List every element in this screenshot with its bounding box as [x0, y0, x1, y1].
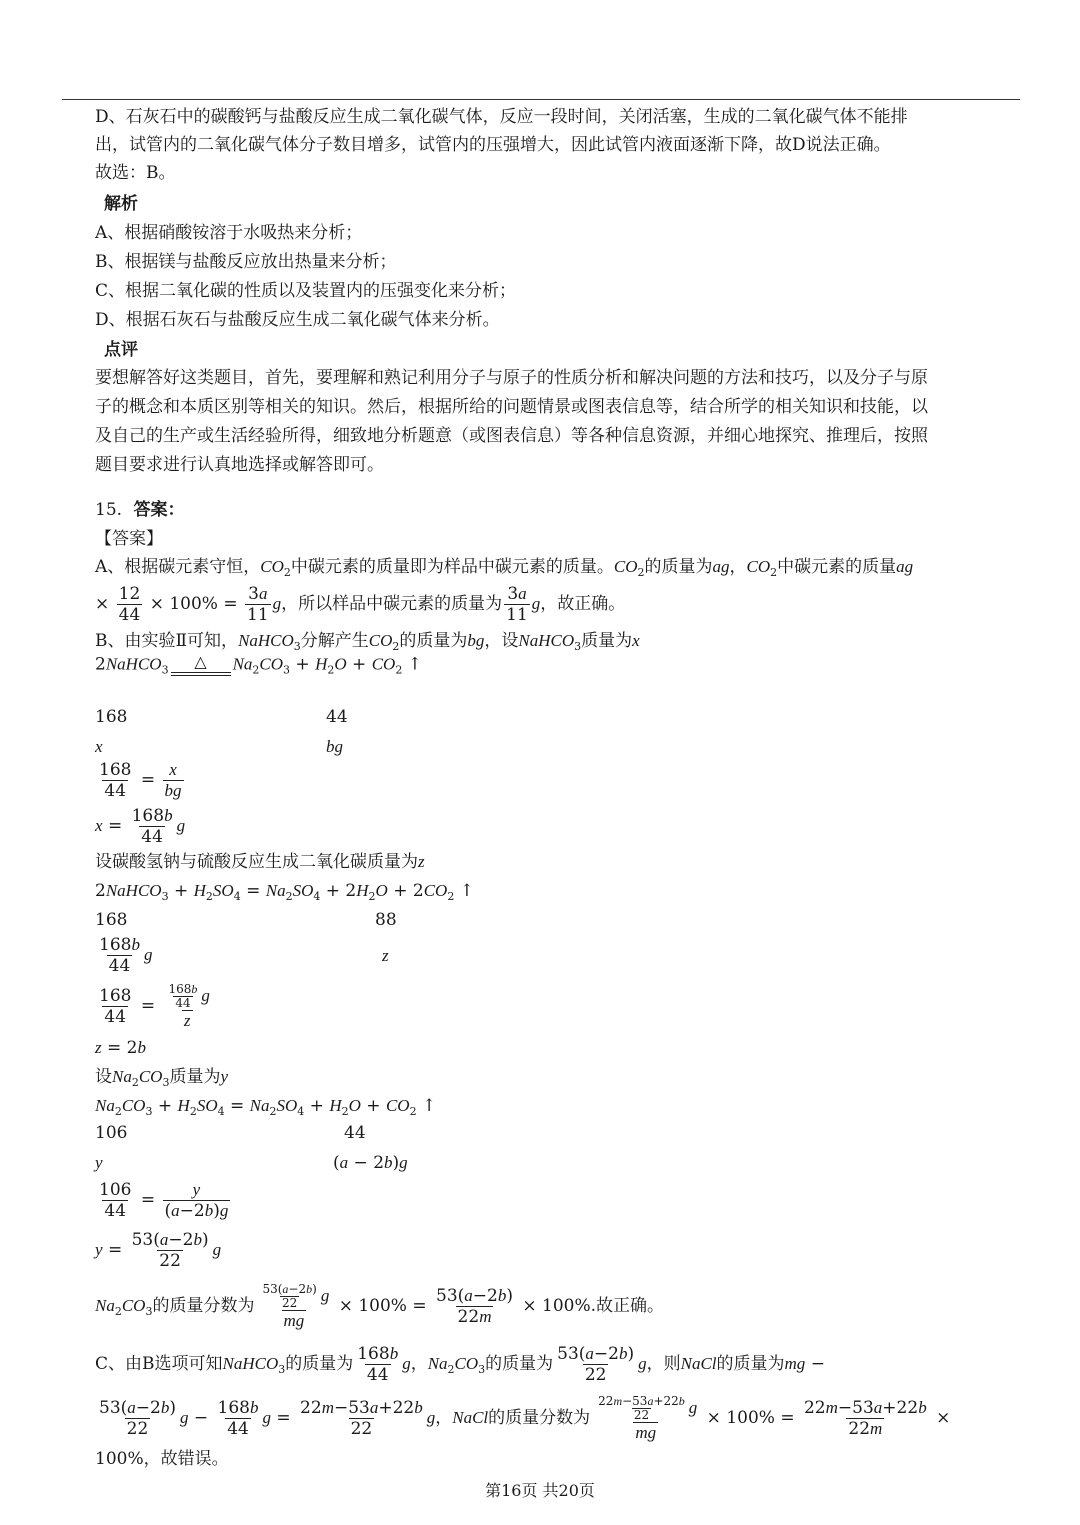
- proportion-2: $\frac{168}{44}$ = $\frac{168b}{44}$ g z: [99, 981, 210, 1030]
- unknown-x: x: [95, 737, 103, 756]
- header-rule: [62, 99, 1020, 100]
- equation-nahco3-h2so4: 2NaHCO$_3$ + $H_2SO_4 = Na_2SO_4 + 2H_2O + 2CO_2$ ↑: [95, 881, 474, 903]
- comment-line: 子的概念和本质区别等相关的知识。然后，根据所给的问题情景或图表信息等，结合所学的相关知识和技能，以: [95, 397, 928, 417]
- analysis-heading: 解析: [104, 194, 138, 214]
- page-footer: 第16页 共20页: [485, 1481, 595, 1500]
- value-a-minus-2b: (a − 2b)g: [333, 1153, 408, 1173]
- q15-option-c-line3: 100%，故错误。: [95, 1449, 229, 1469]
- solution-y: y = $\frac{53(a-2b)}{22}$ g: [95, 1230, 222, 1271]
- analysis-item-c: C、根据二氧化碳的性质以及装置内的压强变化来分析；: [95, 281, 517, 301]
- set-y-line: 设$Na_2CO_3$质量为y: [95, 1067, 229, 1089]
- analysis-item-d: D、根据石灰石与盐酸反应生成二氧化碳气体来分析。: [95, 310, 500, 330]
- q15-option-a-line2: × $\frac{12}{44}$ × 100% = $\frac{3a}{11}$ g，所以样品中碳元素的质量为 $\frac{3a}{11}$ g，故正确。: [95, 584, 626, 625]
- equation-decomposition: 2NaHCO$_3$ △ $Na_2CO_3 + H_2O + CO_2$ ↑: [95, 652, 422, 677]
- proportion-3: $\frac{106}{44}$ = $\frac{y}{(a-2b)g}$: [99, 1180, 229, 1221]
- solution-x: x = $\frac{168b}{44}$ g: [95, 806, 186, 847]
- ratio-168: 168: [95, 707, 128, 727]
- option-d-line2: 出，试管内的二氧化碳气体分子数目增多，试管内的压强增大，因此试管内液面逐渐下降，故D说法正确。: [95, 135, 891, 155]
- unknown-z: z: [382, 946, 389, 965]
- q15-option-c-line2: $\frac{53(a-2b)}{22}$ g − $\frac{168b}{44}$ g = $\frac{22m-53a+22b}{22}$ g，NaCl的质量分数为 $\frac{22m-53a+22b}{22}$ g mg × 100% = $\frac{22m-53a+22b}{22m}$ ×: [99, 1393, 951, 1442]
- q15-option-c-line1: C、由B选项可知NaHCO$_3$的质量为 $\frac{168b}{44}$ g，$Na_2CO_3$的质量为 $\frac{53(a-2b)}{22}$ g，则NaCl的质量为mg −: [95, 1344, 825, 1385]
- value-bg: bg: [326, 737, 343, 756]
- comment-heading: 点评: [104, 340, 138, 360]
- ratio-44: 44: [344, 1123, 366, 1143]
- analysis-item-a: A、根据硝酸铵溶于水吸热来分析；: [95, 223, 363, 243]
- comment-line: 及自己的生产或生活经验所得，细致地分析题意（或图表信息）等各种信息资源，并细心地探究、推理后，按照: [95, 426, 928, 446]
- ratio-168: 168: [95, 910, 128, 930]
- choice-line: 故选：B。: [95, 163, 176, 183]
- set-z-line: 设碳酸氢钠与硫酸反应生成二氧化碳质量为z: [95, 852, 425, 872]
- answer-tag: 【答案】: [95, 529, 163, 549]
- q15-option-a-line1: A、根据碳元素守恒，$CO_2$中碳元素的质量即为样品中碳元素的质量。$CO_2$的质量为ag，$CO_2$中碳元素的质量ag: [95, 557, 914, 579]
- solution-z: z = 2b: [95, 1038, 146, 1058]
- proportion-1: $\frac{168}{44}$ = $\frac{x}{bg}$: [99, 760, 182, 801]
- ratio-88: 88: [375, 910, 397, 930]
- q15-heading: [95, 499, 184, 521]
- mass-nahco3: $\frac{168b}{44}$ g: [99, 935, 153, 976]
- comment-line: 题目要求进行认真地选择或解答即可。: [95, 455, 384, 475]
- q15-number: 15.: [95, 500, 123, 520]
- ratio-44: 44: [326, 707, 348, 727]
- equation-na2co3-h2so4: $Na_2CO_3 + H_2SO_4 = Na_2SO_4 + H_2O + CO_2$ ↑: [95, 1096, 437, 1118]
- q15-option-b-intro: B、由实验Ⅱ可知，NaHCO$_3$分解产生$CO_2$的质量为bg，设NaHCO$_3$质量为x: [95, 631, 640, 653]
- na2co3-mass-fraction: $Na_2CO_3$的质量分数为 $\frac{53(a-2b)}{22}$ g mg × 100% = $\frac{53(a-2b)}{22m}$ × 100%.故正确。: [95, 1281, 665, 1330]
- q15-title: 答案：: [133, 500, 185, 520]
- option-d-line1: D、石灰石中的碳酸钙与盐酸反应生成二氧化碳气体，反应一段时间，关闭活塞，生成的二氧化碳气体不能排: [95, 107, 908, 127]
- analysis-item-b: B、根据镁与盐酸反应放出热量来分析；: [95, 252, 397, 272]
- unknown-y: y: [95, 1153, 103, 1172]
- ratio-106: 106: [95, 1123, 128, 1143]
- comment-line: 要想解答好这类题目，首先，要理解和熟记利用分子与原子的性质分析和解决问题的方法和技巧，以及分子与原: [95, 368, 928, 388]
